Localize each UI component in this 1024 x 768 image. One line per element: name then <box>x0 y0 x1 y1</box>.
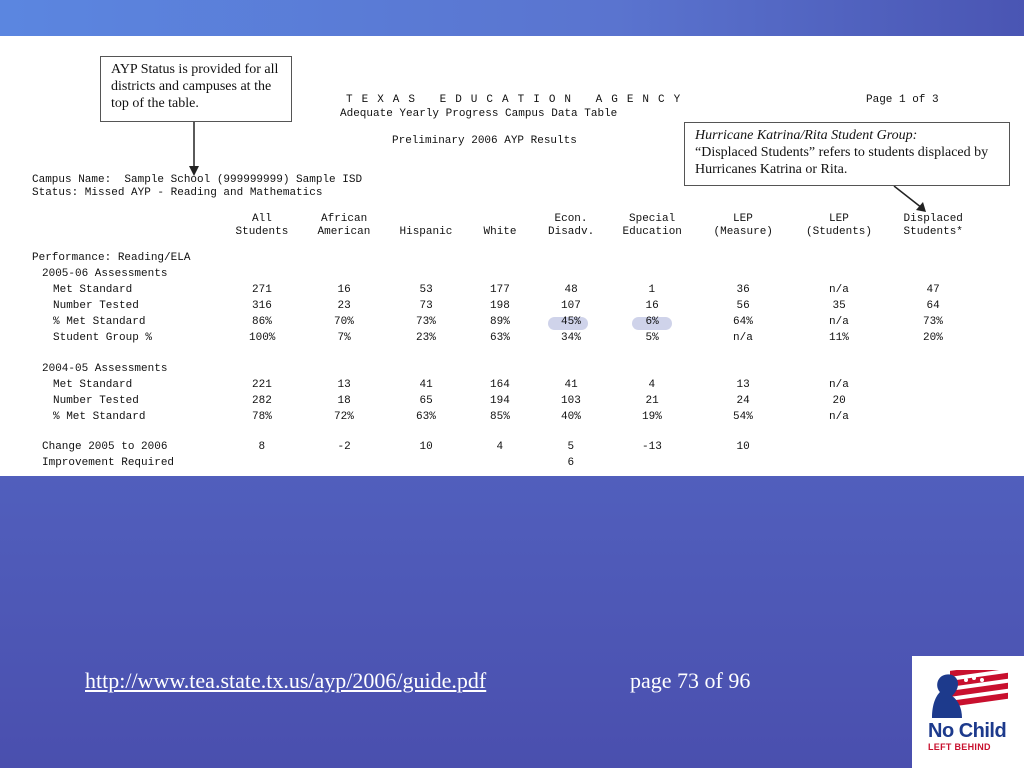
flag-silhouette-icon <box>928 670 1010 720</box>
title-band <box>0 0 1024 36</box>
row-label: Improvement Required <box>42 457 175 469</box>
row-label: Student Group % <box>53 332 153 344</box>
table-cell: 20 <box>832 395 846 407</box>
table-cell: 73% <box>923 316 943 328</box>
table-title: Adequate Yearly Progress Campus Data Table <box>340 108 618 120</box>
table-cell: 21 <box>645 395 659 407</box>
column-header: Hispanic <box>399 226 453 238</box>
table-cell: 316 <box>252 300 272 312</box>
column-header: (Measure) <box>713 226 773 238</box>
row-label: Number Tested <box>53 395 139 407</box>
table-cell: 194 <box>490 395 510 407</box>
table-cell: 221 <box>252 379 272 391</box>
ayp-status-callout-text: AYP Status is provided for all districts and campuses at the top of the table. <box>111 62 279 111</box>
column-header: White <box>483 226 517 238</box>
table-cell: 7% <box>337 332 351 344</box>
column-header: Students <box>235 226 289 238</box>
column-header-top: All <box>252 213 272 225</box>
table-cell: n/a <box>829 316 849 328</box>
table-cell: n/a <box>829 411 849 423</box>
column-header: Students* <box>903 226 963 238</box>
row-label: % Met Standard <box>53 316 146 328</box>
table-cell: 4 <box>496 441 504 453</box>
row-label: % Met Standard <box>53 411 146 423</box>
table-cell: 6% <box>645 316 659 328</box>
table-cell: 11% <box>829 332 849 344</box>
table-cell: 70% <box>334 316 354 328</box>
table-cell: 63% <box>416 411 436 423</box>
table-cell: n/a <box>829 379 849 391</box>
table-cell: 89% <box>490 316 510 328</box>
prelim-title: Preliminary 2006 AYP Results <box>392 135 577 147</box>
table-cell: 73% <box>416 316 436 328</box>
logo-line-2: LEFT BEHIND <box>928 742 991 752</box>
table-cell: 6 <box>567 457 575 469</box>
group-heading: 2005-06 Assessments <box>42 268 168 280</box>
table-cell: 47 <box>926 284 940 296</box>
table-cell: -2 <box>337 441 351 453</box>
table-cell: 103 <box>561 395 581 407</box>
campus-name: Campus Name: Sample School (999999999) Sample ISD <box>32 174 363 186</box>
callout-arrow-right <box>890 186 930 216</box>
table-cell: 20% <box>923 332 943 344</box>
row-label: Met Standard <box>53 379 133 391</box>
table-cell: 107 <box>561 300 581 312</box>
table-cell: 36 <box>736 284 750 296</box>
column-header: Disadv. <box>548 226 595 238</box>
table-cell: 64% <box>733 316 753 328</box>
table-cell: 164 <box>490 379 510 391</box>
table-cell: 24 <box>736 395 750 407</box>
table-cell: 54% <box>733 411 753 423</box>
table-cell: 41 <box>564 379 578 391</box>
page-reference: page 73 of 96 <box>630 668 751 693</box>
section-heading: Performance: Reading/ELA <box>32 252 191 264</box>
table-cell: 63% <box>490 332 510 344</box>
column-header-top: Econ. <box>554 213 588 225</box>
column-header: Education <box>622 226 682 238</box>
no-child-left-behind-logo <box>912 656 1024 768</box>
table-cell: 53 <box>419 284 433 296</box>
table-cell: 282 <box>252 395 272 407</box>
table-cell: 13 <box>337 379 351 391</box>
table-cell: 86% <box>252 316 272 328</box>
table-cell: 40% <box>561 411 581 423</box>
campus-status: Status: Missed AYP - Reading and Mathematics <box>32 187 323 199</box>
page-label: Page 1 of 3 <box>866 94 939 106</box>
table-cell: 10 <box>419 441 433 453</box>
table-cell: 5% <box>645 332 659 344</box>
column-header-top: African <box>321 213 368 225</box>
table-cell: 45% <box>561 316 581 328</box>
column-header: (Students) <box>806 226 873 238</box>
table-cell: n/a <box>733 332 753 344</box>
table-cell: 16 <box>645 300 659 312</box>
column-header-top: Displaced <box>903 213 963 225</box>
table-cell: 78% <box>252 411 272 423</box>
row-label: Change 2005 to 2006 <box>42 441 168 453</box>
table-cell: 85% <box>490 411 510 423</box>
callout-arrow-left <box>186 122 202 178</box>
guide-pdf-link[interactable]: http://www.tea.state.tx.us/ayp/2006/guide.pdf <box>85 668 487 693</box>
column-header-top: LEP <box>733 213 753 225</box>
table-cell: 18 <box>337 395 351 407</box>
logo-line-1: No Child <box>928 720 1007 742</box>
table-cell: 35 <box>832 300 846 312</box>
row-label: Met Standard <box>53 284 133 296</box>
row-label: Number Tested <box>53 300 139 312</box>
table-cell: 34% <box>561 332 581 344</box>
table-cell: 100% <box>249 332 276 344</box>
column-header: American <box>317 226 371 238</box>
table-cell: -13 <box>642 441 662 453</box>
table-cell: n/a <box>829 284 849 296</box>
column-header-top: LEP <box>829 213 849 225</box>
table-cell: 10 <box>736 441 750 453</box>
displaced-students-callout <box>684 122 1010 186</box>
table-cell: 23 <box>337 300 351 312</box>
table-cell: 64 <box>926 300 940 312</box>
table-cell: 72% <box>334 411 354 423</box>
table-cell: 56 <box>736 300 750 312</box>
table-cell: 65 <box>419 395 433 407</box>
document-image <box>0 36 1024 476</box>
table-cell: 4 <box>648 379 656 391</box>
table-cell: 8 <box>258 441 266 453</box>
table-cell: 41 <box>419 379 433 391</box>
table-cell: 73 <box>419 300 433 312</box>
table-cell: 13 <box>736 379 750 391</box>
group-heading: 2004-05 Assessments <box>42 363 168 375</box>
table-cell: 1 <box>648 284 656 296</box>
table-cell: 16 <box>337 284 351 296</box>
table-cell: 48 <box>564 284 578 296</box>
table-cell: 271 <box>252 284 272 296</box>
table-cell: 23% <box>416 332 436 344</box>
ayp-status-callout <box>100 56 292 122</box>
table-cell: 19% <box>642 411 662 423</box>
table-cell: 198 <box>490 300 510 312</box>
callout-body: “Displaced Students” refers to students displaced by Hurricanes Katrina or Rita. <box>695 145 989 177</box>
agency-title: TEXAS EDUCATION AGENCY <box>346 94 690 106</box>
table-cell: 177 <box>490 284 510 296</box>
column-header-top: Special <box>629 213 676 225</box>
callout-title: Hurricane Katrina/Rita Student Group: <box>695 128 918 143</box>
table-cell: 5 <box>567 441 575 453</box>
